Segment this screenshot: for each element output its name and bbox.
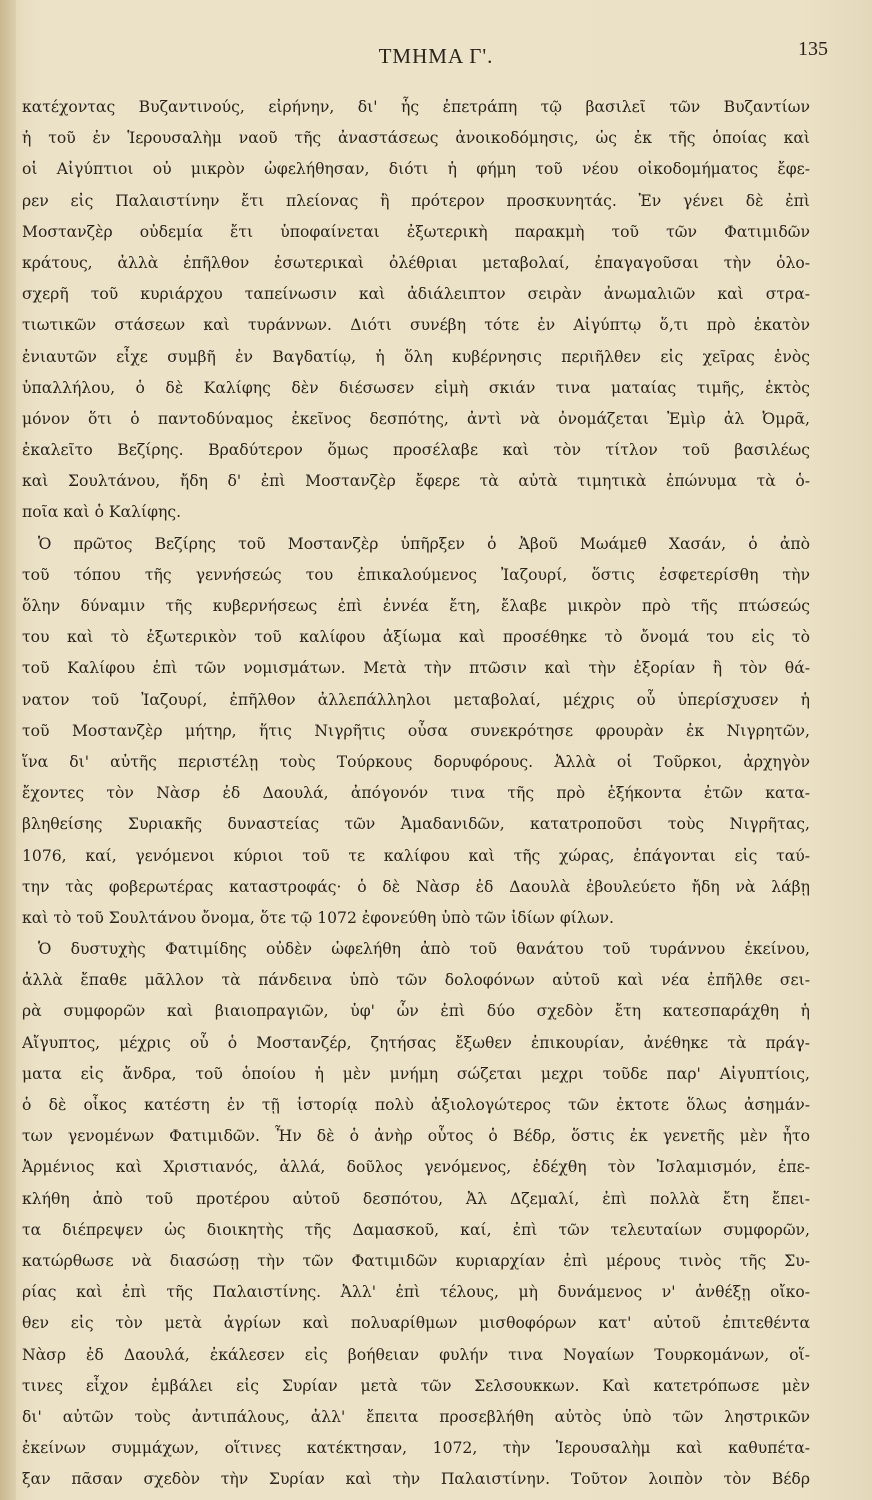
text-line: τινες εἶχον ἐμβάλει εἰς Συρίαν μετὰ τῶν Σελσουκκων. Καὶ κατετρόπωσε μὲν — [22, 1376, 810, 1395]
text-line: των γενομένων Φατιμιδῶν. Ἦν δὲ ὁ ἀνὴρ οὗτος ὁ Βέδρ, ὅστις ἐκ γενετῆς μὲν ἦτο — [22, 1127, 810, 1146]
text-line: κράτους, ἀλλὰ ἐπῆλθον ἐσωτερικαὶ ὀλέθριαι μεταβολαί, ἐπαγαγοῦσαι τὴν ὁλο- — [22, 253, 810, 272]
text-line: Αἴγυπτος, μέχρις οὗ ὁ Μοστανζέρ, ζητήσας ἔξωθεν ἐπικουρίαν, ἀνέθηκε τὰ πράγ- — [22, 1033, 810, 1052]
text-line: Ὁ δυστυχὴς Φατιμίδης οὐδὲν ὠφελήθη ἀπὸ τοῦ θανάτου τοῦ τυράννου ἐκείνου, — [38, 940, 810, 959]
text-line: κατέχοντας Βυζαντινούς, εἰρήνην, δι' ἧς ἐπετράπη τῷ βασιλεῖ τῶν Βυζαντίων — [22, 98, 810, 116]
text-line: οἱ Αἰγύπτιοι οὐ μικρὸν ὠφελήθησαν, διότι ἡ φήμη τοῦ νέου οἰκοδομήματος ἔφε- — [22, 160, 810, 179]
text-line: Ἀρμένιος καὶ Χριστιανός, ἀλλά, δοῦλος γενόμενος, ἐδέχθη τὸν Ἰσλαμισμόν, ἐπε- — [22, 1158, 810, 1177]
text-line: μόνον ὅτι ὁ παντοδύναμος ἐκεῖνος δεσπότης, ἀντὶ νὰ ὀνομάζεται Ἐμὶρ ἀλ Ὀμρᾶ, — [22, 409, 810, 428]
text-line: τα διέπρεψεν ὡς διοικητὴς τῆς Δαμασκοῦ, καί, ἐπὶ τῶν τελευταίων συμφορῶν, — [22, 1220, 810, 1239]
page-header — [0, 38, 872, 78]
text-line: Μοστανζὲρ οὐδεμία ἔτι ὑποφαίνεται ἐξωτερικὴ παρακμὴ τοῦ τῶν Φατιμιδῶν — [22, 222, 810, 241]
text-line: Νὰσρ ἐδ Δαουλά, ἐκάλεσεν εἰς βοήθειαν φυλήν τινα Νογαίων Τουρκομάνων, οἵ- — [22, 1345, 810, 1364]
text-line: ἐκαλεῖτο Βεζίρης. Βραδύτερον ὅμως προσέλαβε καὶ τὸν τίτλον τοῦ βασιλέως — [22, 441, 810, 460]
text-line: ματα εἰς ἄνδρα, τοῦ ὁποίου ἡ μὲν μνήμη σώζεται μεχρι τοῦδε παρ' Αἰγυπτίοις, — [22, 1064, 810, 1083]
text-line: ποῖα καὶ ὁ Καλίφης. — [22, 503, 182, 522]
text-line: τοῦ Καλίφου ἐπὶ τῶν νομισμάτων. Μετὰ τὴν πτῶσιν καὶ τὴν ἐξορίαν ἢ τὸν θά- — [22, 659, 810, 678]
text-line: 1076, καί, γενόμενοι κύριοι τοῦ τε καλίφου καὶ τῆς χώρας, ἐπάγονται εἰς ταύ- — [22, 846, 810, 865]
running-head: ΤΜΗΜΑ Γ'. — [378, 44, 494, 68]
text-line: σχερῆ τοῦ κυριάρχου ταπείνωσιν καὶ ἀδιάλειπτον σειρὰν ἀνωμαλιῶν καὶ στρα- — [22, 285, 810, 304]
text-line: ξαν πᾶσαν σχεδὸν τὴν Συρίαν καὶ τὴν Παλαιστίνην. Τοῦτον λοιπὸν τὸν Βέδρ — [22, 1470, 810, 1489]
text-line: ἔχοντες τὸν Νὰσρ ἐδ Δαουλά, ἀπόγονόν τινα τῆς πρὸ ἑξήκοντα ἐτῶν κατα- — [22, 784, 810, 803]
text-line: καὶ Σουλτάνου, ἤδη δ' ἐπὶ Μοστανζὲρ ἔφερε τὰ αὐτὰ τιμητικὰ ἐπώνυμα τὰ ὁ- — [22, 472, 810, 491]
text-line: ἐκείνων συμμάχων, οἵτινες κατέκτησαν, 1072, τὴν Ἱερουσαλὴμ καὶ καθυπέτα- — [22, 1439, 810, 1458]
text-line: Ὁ πρῶτος Βεζίρης τοῦ Μοστανζὲρ ὑπῆρξεν ὁ Ἀβοῦ Μωάμεθ Χασάν, ὁ ἀπὸ — [38, 534, 810, 553]
text-line: κλήθη ἀπὸ τοῦ προτέρου αὐτοῦ δεσπότου, Ἀλ Δζεμαλί, ἐπὶ πολλὰ ἔτη ἔπει- — [22, 1189, 810, 1208]
text-line: κατώρθωσε νὰ διασώσῃ τὴν τῶν Φατιμιδῶν κυριαρχίαν ἐπὶ μέρους τινὸς τῆς Συ- — [22, 1251, 810, 1270]
text-line: του καὶ τὸ ἐξωτερικὸν τοῦ καλίφου ἀξίωμα καὶ προσέθηκε τὸ ὄνομά του εἰς τὸ — [22, 628, 810, 647]
body-text — [22, 92, 810, 1495]
text-line: νατον τοῦ Ἰαζουρί, ἐπῆλθον ἀλλεπάλληλοι μεταβολαί, μέχρις οὗ ὑπερίσχυσεν ἡ — [22, 690, 810, 709]
text-line: την τὰς φοβερωτέρας καταστροφάς· ὁ δὲ Νὰσρ ἐδ Δαουλὰ ἐβουλεύετο ἤδη νὰ λάβῃ — [22, 877, 810, 896]
text-line: τιωτικῶν στάσεων καὶ τυράννων. Διότι συνέβη τότε ἐν Αἰγύπτῳ ὅ,τι πρὸ ἑκατὸν — [22, 316, 810, 335]
page-gutter — [0, 0, 16, 1500]
text-line: θεν εἰς τὸν μετὰ ἀγρίων καὶ πολυαρίθμων μισθοφόρων κατ' αὐτοῦ ἐπιτεθέντα — [22, 1314, 810, 1333]
text-line: τοῦ Μοστανζὲρ μήτηρ, ἥτις Νιγρῆτις οὖσα συνεκρότησε φρουρὰν ἐκ Νιγρητῶν, — [22, 721, 810, 740]
text-line: ἡ τοῦ ἐν Ἱερουσαλὴμ ναοῦ τῆς ἀναστάσεως ἀνοικοδόμησις, ὡς ἐκ τῆς ὁποίας καὶ — [22, 129, 810, 148]
text-line: βληθείσης Συριακῆς δυναστείας τῶν Ἀμαδανιδῶν, κατατροποῦσι τοὺς Νιγρῆτας, — [22, 815, 810, 834]
text-line: ρεν εἰς Παλαιστίνην ἔτι πλείονας ἢ πρότερον προσκυνητάς. Ἐν γένει δὲ ἐπὶ — [22, 191, 810, 210]
text-line: τοῦ τόπου τῆς γεννήσεώς του ἐπικαλούμενος Ἰαζουρί, ὅστις ἐσφετερίσθη τὴν — [22, 565, 810, 584]
text-line: ἀλλὰ ἔπαθε μᾶλλον τὰ πάνδεινα ὑπὸ τῶν δολοφόνων αὐτοῦ καὶ νέα ἐπῆλθε σει- — [22, 971, 810, 990]
text-line: δι' αὐτῶν τοὺς ἀντιπάλους, ἀλλ' ἔπειτα προσεβλήθη αὐτὸς ὑπὸ τῶν ληστρικῶν — [22, 1407, 810, 1426]
text-line: ὅλην δύναμιν τῆς κυβερνήσεως ἐπὶ ἐννέα ἔτη, ἔλαβε μικρὸν πρὸ τῆς πτώσεώς — [22, 597, 810, 615]
page-number: 135 — [798, 38, 828, 60]
text-line: ὁ δὲ οἶκος κατέστη ἐν τῇ ἱστορίᾳ πολὺ ἀξιολογώτερος τῶν ἐκτοτε ὅλως ἀσημάν- — [22, 1096, 810, 1114]
text-line: ἐνιαυτῶν εἶχε συμβῆ ἐν Βαγδατίῳ, ἡ ὅλη κυβέρνησις περιῆλθεν εἰς χεῖρας ἑνὸς — [22, 347, 810, 366]
text-line: καὶ τὸ τοῦ Σουλτάνου ὄνομα, ὅτε τῷ 1072 ἐφονεύθη ὑπὸ τῶν ἰδίων φίλων. — [22, 908, 614, 927]
text-line: ρὰ συμφορῶν καὶ βιαιοπραγιῶν, ὑφ' ὧν ἐπὶ δύο σχεδὸν ἔτη κατεσπαράχθη ἡ — [22, 1002, 810, 1021]
text-line: ὑπαλλήλου, ὁ δὲ Καλίφης δὲν διέσωσεν εἰμὴ σκιάν τινα ματαίας τιμῆς, ἐκτὸς — [22, 378, 810, 397]
text-line: ἵνα δι' αὐτῆς περιστέλῃ τοὺς Τούρκους δορυφόρους. Ἀλλὰ οἱ Τοῦρκοι, ἀρχηγὸν — [22, 752, 810, 771]
text-line: ρίας καὶ ἐπὶ τῆς Παλαιστίνης. Ἀλλ' ἐπὶ τέλους, μὴ δυνάμενος ν' ἀνθέξῃ οἴκο- — [22, 1283, 810, 1302]
